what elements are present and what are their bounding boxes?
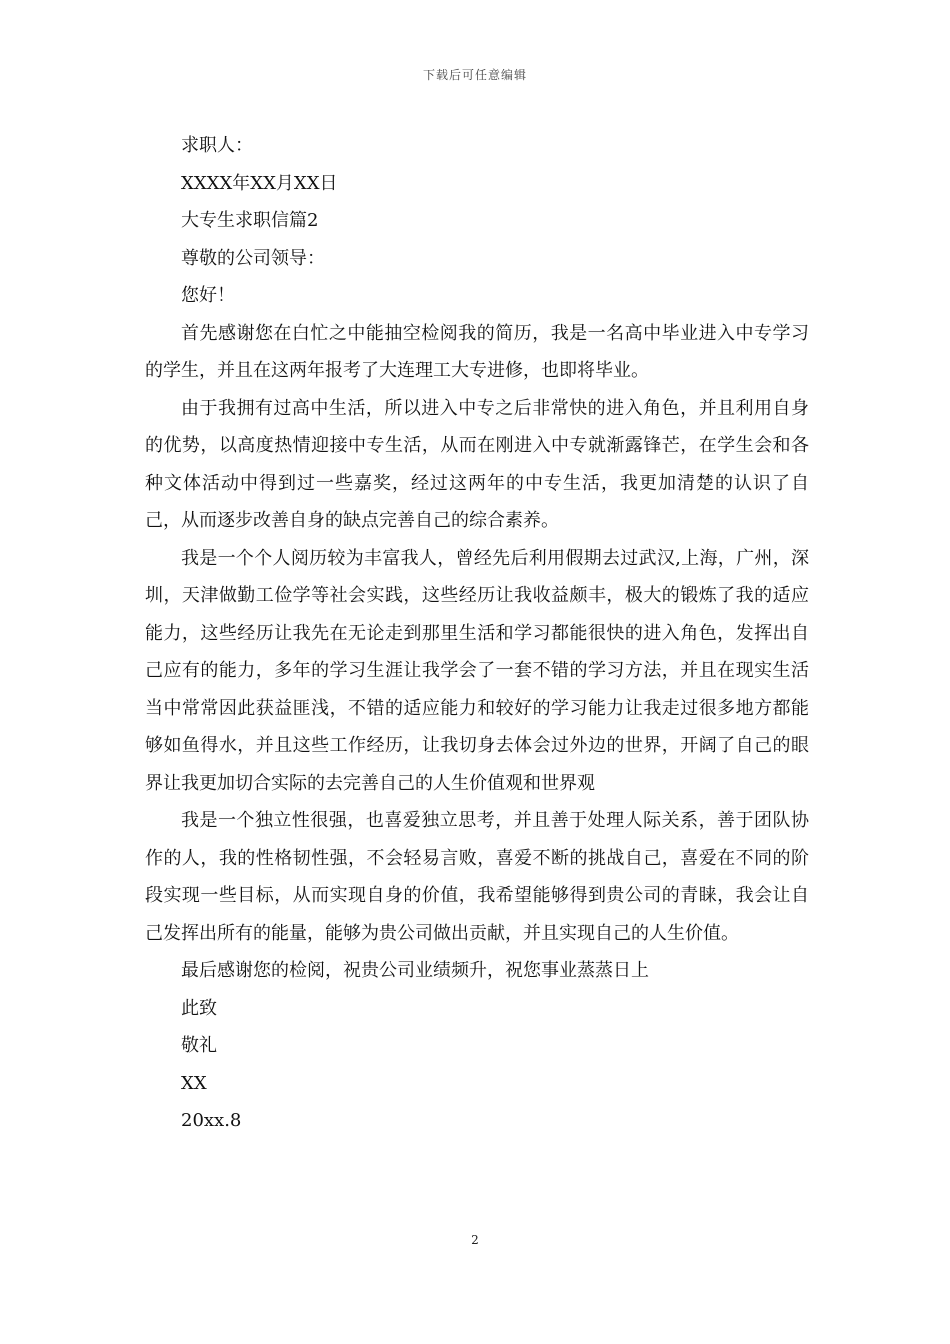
paragraph-experience: 我是一个个人阅历较为丰富我人，曾经先后利用假期去过武汉,上海，广州，深圳，天津做勤工俭学等社会实践，这些经历让我收益颇丰，极大的锻炼了我的适应能力，这些经历让我先在无论走到那里生活和学习都能很快的进入角色，发挥出自己应有的能力，多年的学习生涯让我学会了一套不错的学习方法，并且在现实生活当中常常因此获益匪浅，不错的适应能力和较好的学习能力让我走过很多地方都能够如鱼得水，并且这些工作经历，让我切身去体会过外边的世界，开阔了自己的眼界让我更加切合实际的去完善自己的人生价值观和世界观 <box>145 547 809 794</box>
applicant-label: 求职人： <box>181 135 253 156</box>
salutation: 尊敬的公司领导： <box>181 247 325 269</box>
greeting: 您好！ <box>181 285 235 306</box>
paragraph-personality: 我是一个独立性很强，也喜爱独立思考，并且善于处理人际关系，善于团队协作的人，我的性格韧性强，不会轻易言败，喜爱不断的挑战自己，喜爱在不同的阶段实现一些目标，从而实现自身的价值，我希望能够得到贵公司的青睐，我会让自己发挥出所有的能量，能够为贵公司做出贡献，并且实现自己的人生价值。 <box>145 810 809 944</box>
paragraph-background: 由于我拥有过高中生活，所以进入中专之后非常快的进入角色，并且利用自身的优势，以高度热情迎接中专生活，从而在刚进入中专就渐露锋芒，在学生会和各种文体活动中得到过一些嘉奖，经过这两年的中专生活，我更加清楚的认识了自己，从而逐步改善自身的缺点完善自己的综合素养。 <box>145 397 809 531</box>
sign-date: 20xx.8 <box>181 1110 242 1131</box>
page-header-note: 下载后可任意编辑 <box>422 68 527 82</box>
section-title: 大专生求职信篇2 <box>181 210 319 231</box>
signature: XX <box>181 1072 207 1094</box>
closing-wish: 最后感谢您的检阅，祝贵公司业绩频升，祝您事业蒸蒸日上 <box>181 960 649 981</box>
paragraph-intro: 首先感谢您在白忙之中能抽空检阅我的简历，我是一名高中毕业进入中专学习的学生，并且在这两年报考了大连理工大专进修，也即将毕业。 <box>145 322 809 381</box>
page-number: 2 <box>471 1233 479 1247</box>
closing-ci-zhi: 此致 <box>181 997 217 1019</box>
closing-jing-li: 敬礼 <box>181 1035 217 1056</box>
date-line: XXXX年XX月XX日 <box>181 172 338 194</box>
letter-body <box>145 127 809 1140</box>
